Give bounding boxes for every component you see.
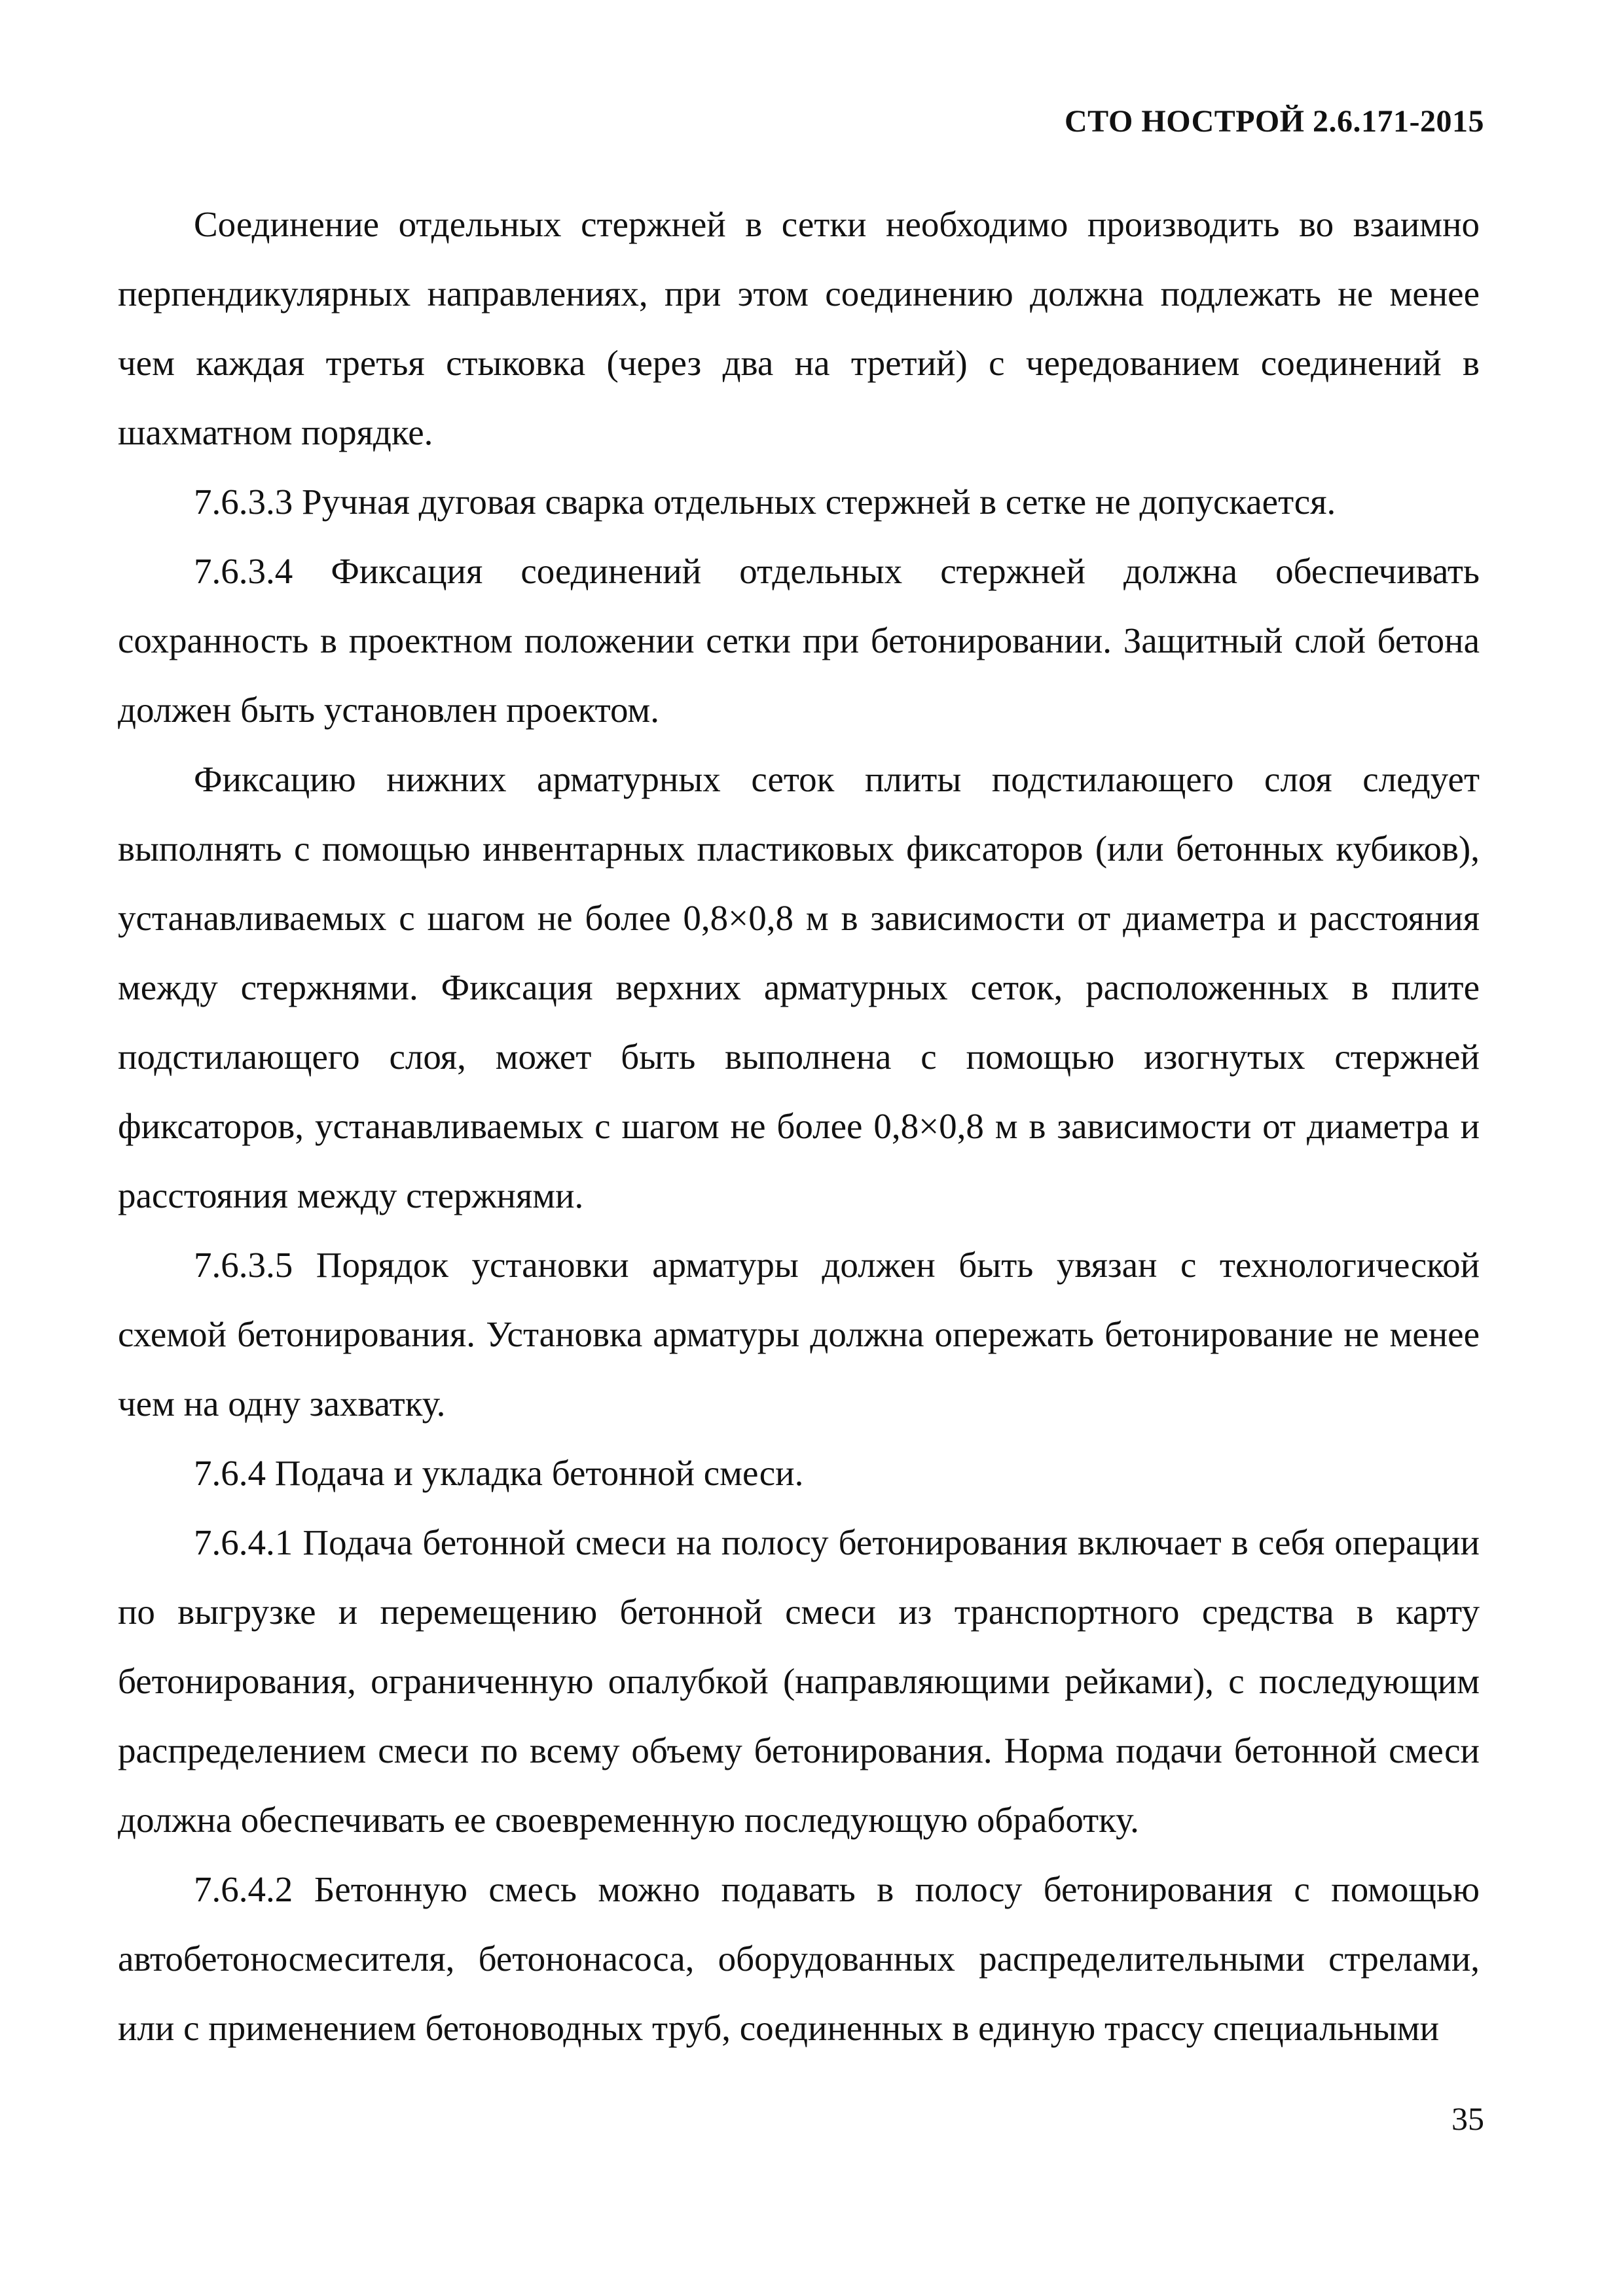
- document-body: [118, 190, 1480, 2063]
- paragraph-7-6-4-2: 7.6.4.2 Бетонную смесь можно подавать в полосу бетонирования с помощью автобетоносмесителя, бетононасоса, оборудованных распределительными стрелами, или с применением бетоноводных труб, соединенных в единую трассу специальными: [118, 1869, 1480, 2048]
- paragraph-7-6-4: 7.6.4 Подача и укладка бетонной смеси.: [194, 1453, 804, 1493]
- paragraph-mesh-fixation: Фиксацию нижних арматурных сеток плиты подстилающего слоя следует выполнять с помощью инвентарных пластиковых фиксаторов (или бетонных кубиков), устанавливаемых с шагом не более 0,8×0,8 м в зависимости от диаметра и расстояния между стержнями. Фиксация верхних арматурных сеток, расположенных в плите подстилающего слоя, может быть выполнена с помощью изогнутых стержней фиксаторов, устанавливаемых с шагом не более 0,8×0,8 м в зависимости от диаметра и расстояния между стержнями.: [118, 759, 1480, 1215]
- document-code-header: СТО НОСТРОЙ 2.6.171-2015: [1064, 104, 1484, 139]
- paragraph-7-6-4-1: 7.6.4.1 Подача бетонной смеси на полосу бетонирования включает в себя операции по выгрузке и перемещению бетонной смеси из транспортного средства в карту бетонирования, ограниченную опалубкой (направляющими рейками), с последующим распределением смеси по всему объему бетонирования. Норма подачи бетонной смеси должна обеспечивать ее своевременную последующую обработку.: [118, 1522, 1480, 1840]
- page-number: 35: [1451, 2100, 1484, 2137]
- paragraph-7-6-3-5: 7.6.3.5 Порядок установки арматуры должен быть увязан с технологической схемой бетонирования. Установка арматуры должна опережать бетонирование не менее чем на одну захватку.: [118, 1245, 1480, 1424]
- paragraph-7-6-3-3: 7.6.3.3 Ручная дуговая сварка отдельных стержней в сетке не допускается.: [194, 482, 1336, 522]
- paragraph-7-6-3-4: 7.6.3.4 Фиксация соединений отдельных стержней должна обеспечивать сохранность в проектном положении сетки при бетонировании. Защитный слой бетона должен быть установлен проектом.: [118, 551, 1480, 730]
- paragraph-mesh-joining: Соединение отдельных стержней в сетки необходимо производить во взаимно перпендикулярных направлениях, при этом соединению должна подлежать не менее чем каждая третья стыковка (через два на третий) с чередованием соединений в шахматном порядке.: [118, 204, 1480, 452]
